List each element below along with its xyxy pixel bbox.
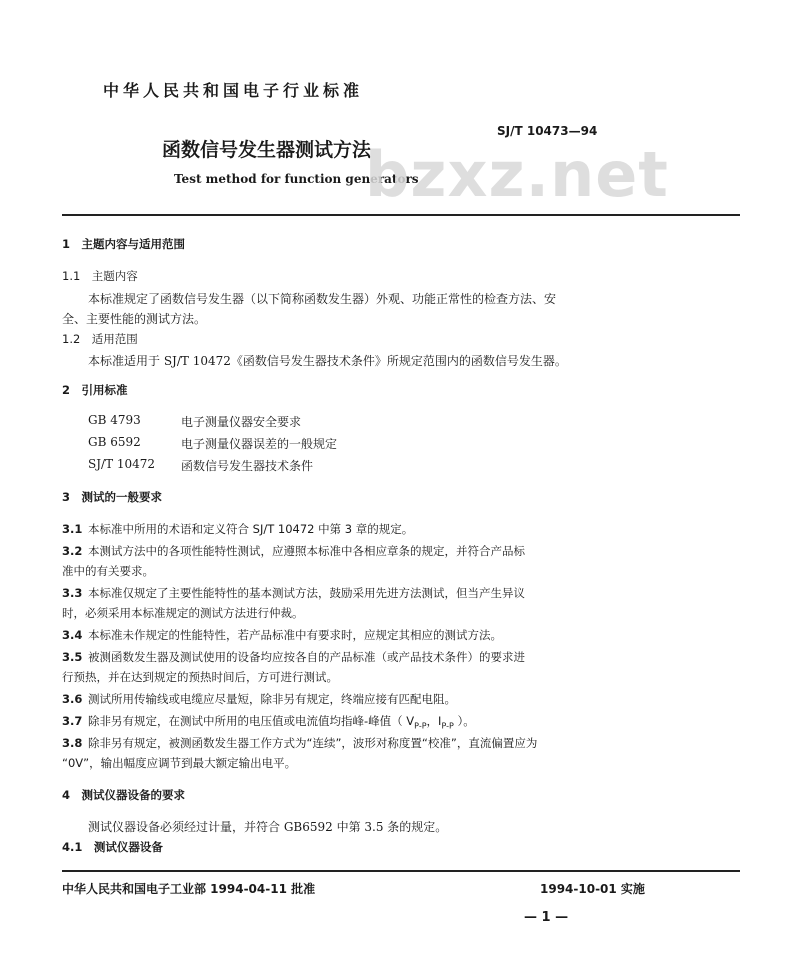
clause-text: 测试所用传输线或电缆应尽量短，除非另有规定，终端应接有匹配电阻。 [88, 692, 456, 706]
section-3-heading: 3 测试的一般要求 [62, 490, 163, 504]
clause-number: 3.1 [62, 522, 83, 536]
section-1-2-text: 本标准适用于 SJ/T 10472《函数信号发生器技术条件》所规定范围内的函数信号发生器。 [88, 354, 567, 368]
clause-number: 3.2 [62, 544, 83, 558]
ref-title: 电子测量仪器安全要求 [181, 415, 302, 429]
clause-3-3 [62, 585, 525, 601]
clause-text: 被测函数发生器及测试使用的设备均应按各自的产品标准（或产品技术条件）的要求进 [88, 650, 525, 664]
english-title: Test method for function generators [174, 172, 419, 186]
document-title: 函数信号发生器测试方法 [162, 139, 372, 161]
section-1-1-text-line2: 全、主要性能的测试方法。 [62, 312, 207, 326]
clause-number: 3.8 [62, 736, 83, 750]
header-divider [62, 214, 740, 216]
section-1-heading: 1 主题内容与适用范围 [62, 237, 186, 251]
clause-3-3-cont: 时，必须采用本标准规定的测试方法进行仲裁。 [62, 606, 304, 620]
issuing-organization: 中华人民共和国电子行业标准 [103, 81, 364, 100]
section-1-1-heading: 1.1 主题内容 [62, 269, 138, 283]
clause-3-8 [62, 735, 537, 751]
page-number: — 1 — [524, 910, 569, 925]
ref-title: 函数信号发生器技术条件 [181, 459, 314, 473]
clause-text: ，I [426, 714, 442, 728]
section-2-heading: 2 引用标准 [62, 383, 128, 397]
clause-3-1 [62, 521, 413, 537]
subscript: P-P [414, 721, 427, 731]
ref-title: 电子测量仪器误差的一般规定 [181, 437, 338, 451]
clause-text: 本测试方法中的各项性能特性测试，应遵照本标准中各相应章条的规定，并符合产品标 [88, 544, 525, 558]
clause-text: 除非另有规定，被测函数发生器工作方式为“连续”，波形对称度置“校准”，直流偏置应为 [88, 736, 538, 750]
clause-3-5 [62, 649, 525, 665]
ref-code: GB 4793 [88, 413, 141, 427]
clause-text: 本标准未作规定的性能特性，若产品标准中有要求时，应规定其相应的测试方法。 [88, 628, 502, 642]
implementation-date: 1994-10-01 实施 [540, 882, 645, 896]
clause-3-6 [62, 691, 456, 707]
ref-code: SJ/T 10472 [88, 457, 156, 471]
standard-code: SJ/T 10473—94 [497, 124, 598, 138]
clause-text: 除非另有规定，在测试中所用的电压值或电流值均指峰-峰值（ V [88, 714, 415, 728]
section-4-1-heading: 4.1 测试仪器设备 [62, 840, 163, 854]
clause-text: ）。 [453, 714, 475, 728]
ref-code: GB 6592 [88, 435, 141, 449]
subscript: P-P [441, 721, 454, 731]
clause-3-8-cont: “0V”，输出幅度应调节到最大额定输出电平。 [62, 756, 297, 770]
clause-3-7 [62, 713, 475, 730]
section-4-text: 测试仪器设备必须经过计量，并符合 GB6592 中第 3.5 条的规定。 [88, 820, 448, 834]
clause-number: 3.3 [62, 586, 83, 600]
footer-divider [62, 870, 740, 872]
watermark: bzxz.net [365, 138, 669, 211]
clause-3-2 [62, 543, 525, 559]
clause-number: 3.7 [62, 714, 83, 728]
clause-text: 本标准中所用的术语和定义符合 SJ/T 10472 中第 3 章的规定。 [88, 522, 414, 536]
clause-3-5-cont: 行预热，并在达到规定的预热时间后，方可进行测试。 [62, 670, 338, 684]
clause-3-2-cont: 准中的有关要求。 [62, 564, 154, 578]
section-4-heading: 4 测试仪器设备的要求 [62, 788, 186, 802]
clause-text: 本标准仅规定了主要性能特性的基本测试方法，鼓励采用先进方法测试，但当产生异议 [88, 586, 525, 600]
section-1-2-heading: 1.2 适用范围 [62, 332, 138, 346]
approval-line: 中华人民共和国电子工业部 1994-04-11 批准 [62, 882, 316, 896]
clause-number: 3.6 [62, 692, 83, 706]
section-1-1-text-line1: 本标准规定了函数信号发生器（以下简称函数发生器）外观、功能正常性的检查方法、安 [88, 292, 557, 306]
clause-number: 3.4 [62, 628, 83, 642]
clause-3-4 [62, 627, 502, 643]
clause-number: 3.5 [62, 650, 83, 664]
